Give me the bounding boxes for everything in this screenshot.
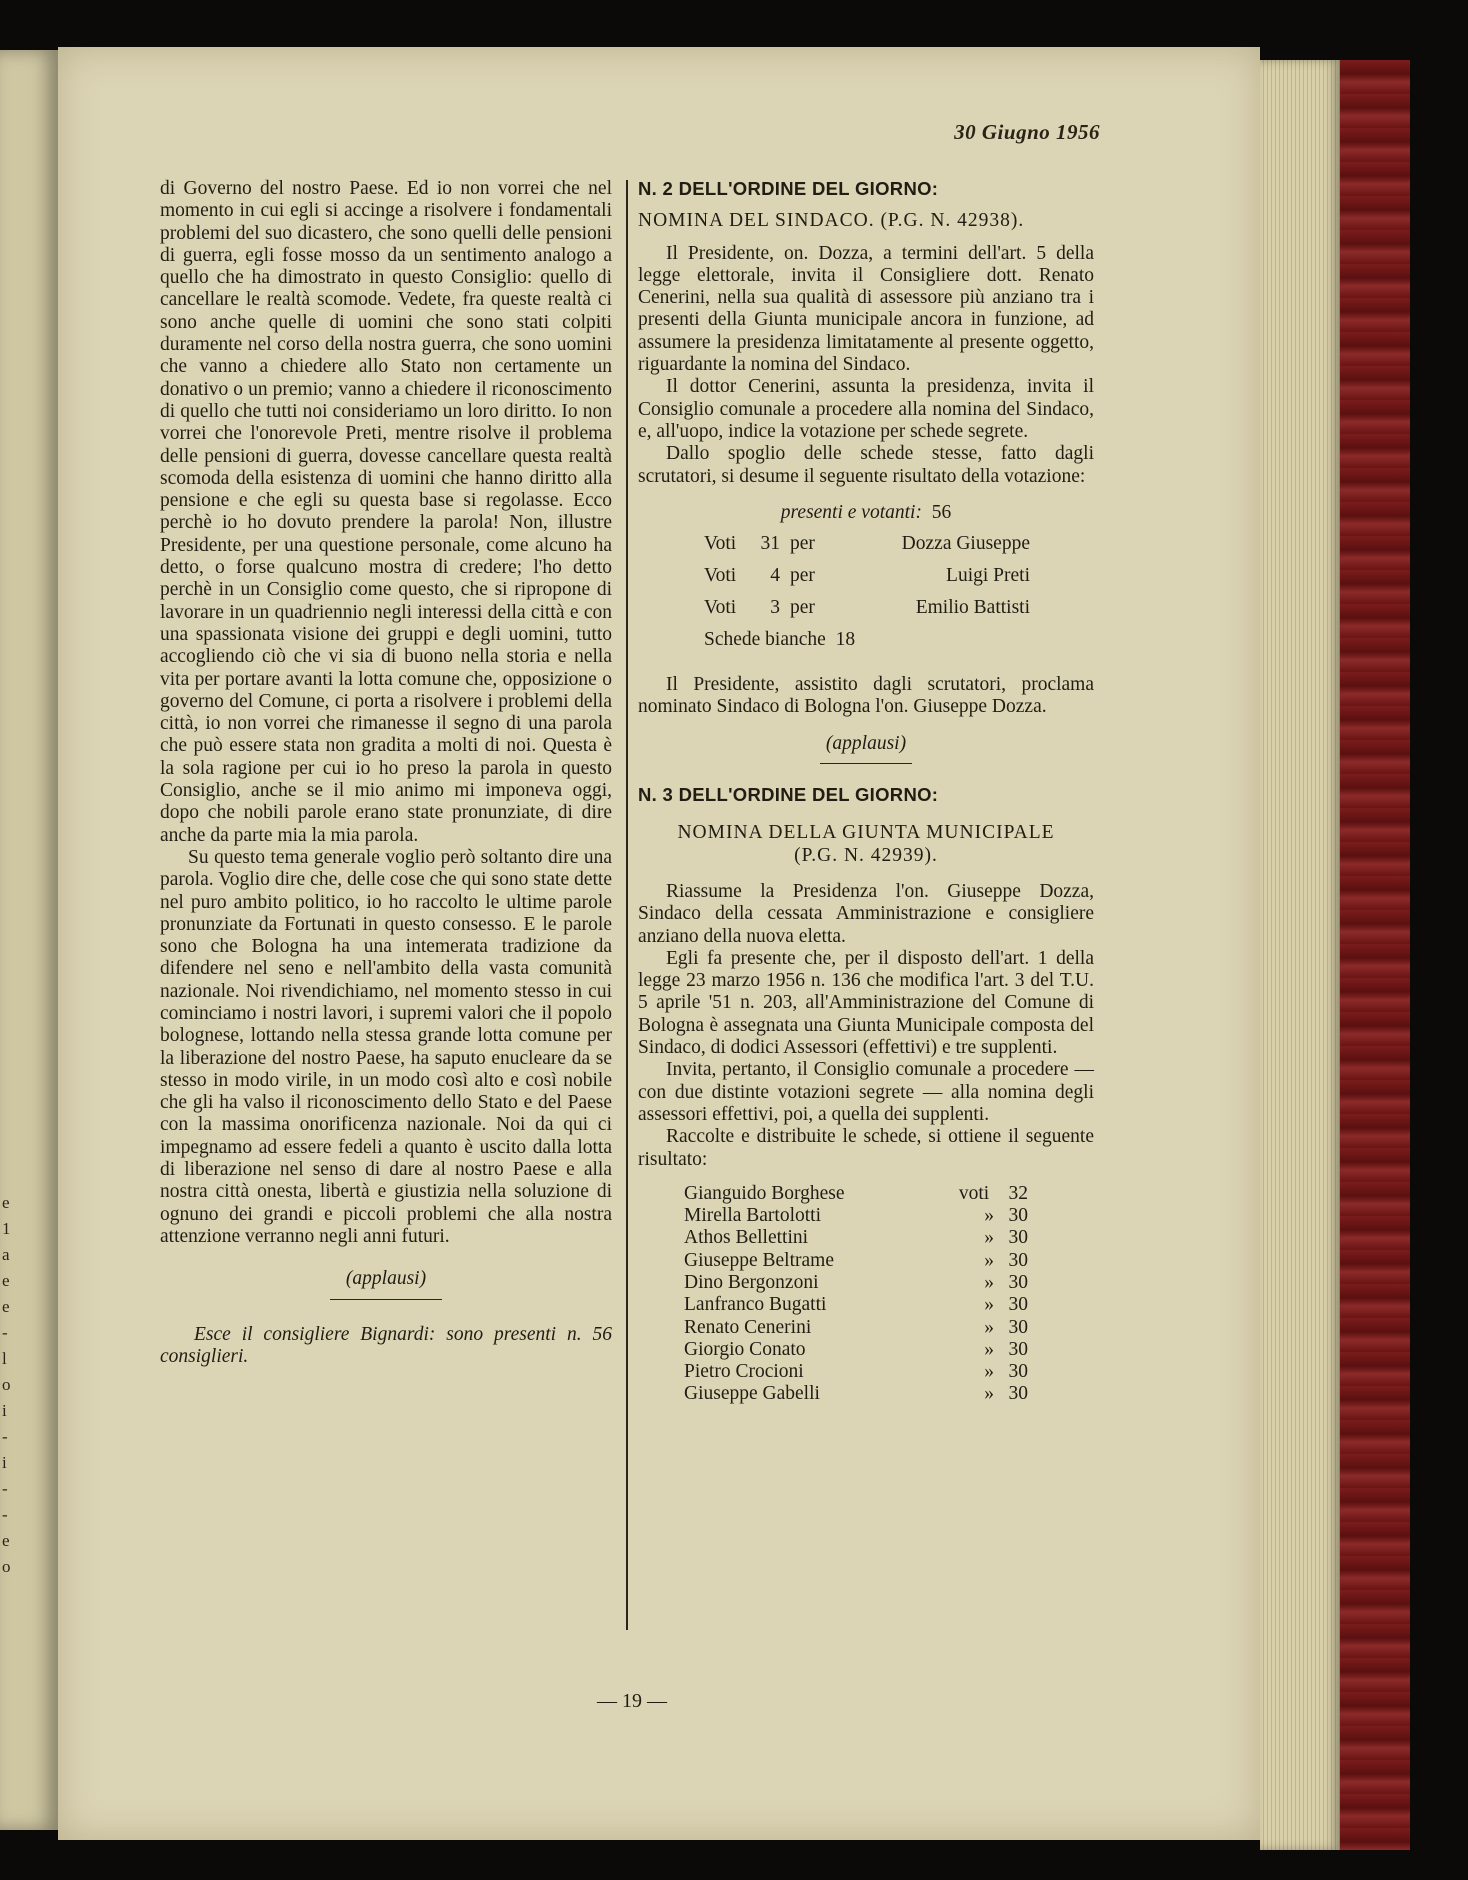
agenda-item-2-title: NOMINA DEL SINDACO. (P.G. N. 42938). bbox=[638, 210, 1025, 232]
page-number: — 19 — bbox=[597, 1690, 667, 1712]
item3-paragraph-3: Invita, pertanto, il Consiglio comunale a procedere — con due distinte votazioni segrete — alla nomina degli assessori effettivi, poi, a quella dei supplenti. bbox=[638, 1059, 1094, 1125]
item2-paragraph-1: Il Presidente, on. Dozza, a termini dell'art. 5 della legge elettorale, invita il Consigliere dott. Renato Cenerini, nella sua qualità di assessore più anziano tra i presenti della Giunta municipale ancora in funzione, ad assumere la presidenza limitatamente al presente oggetto, riguardante la nomina del Sindaco. bbox=[638, 242, 1094, 376]
right-column bbox=[638, 178, 1094, 1406]
left-paragraph-1: di Governo del nostro Paese. Ed io non vorrei che nel momento in cui egli si accinge a risolvere i fondamentali problemi del suo dicastero, che sono quelli delle pensioni di guerra, egli fosse mosso da un sentimento analogo a quello che ha dimostrato in questo Consiglio: quello di cancellare le realtà scomode. Vedete, fra queste realtà ci sono anche quelle di uomini che sono stati colpiti duramente nel corso della nostra guerra, che sono uomini che vanno a chiedere allo Stato non certamente un donativo o un premio; vanno a chiedere il riconoscimento di quello che tutti noi consideriamo un loro diritto. Io non vorrei che l'onorevole Preti, mentre risolve il problema delle pensioni di guerra, dovesse cancellare questa realtà scomoda della esistenza di uomini che hanno diritto alla pensione e che egli su questa base si regolasse. Ecco perchè io ho dovuto prendere la parola! Non, illustre Presidente, per una questione personale, come alcuno ha detto, o forse qualcuno mostra di credere; l'ho detto perchè in un Consiglio come questo, che si ripropone di lavorare in un quadriennio negli interessi della città e con una spassionata visione dei gruppi e degli uomini, tutto accogliendo ciò che vi sia di buono nella storia e nella vita per portare avanti la lotta comune che, opposizione o governo del Comune, ci porta a risolvere i problemi della città, io non vorrei che rimanesse il segno di una parola che può essere stata non gradita a molti di noi. Questa è la sola ragione per cui io ho preso la parola in questo Consiglio, anche se il mio animo mi imponeva oggi, dopo che nobili parole erano state pronunziate, di dire anche da parte mia la mia parola. bbox=[160, 178, 612, 846]
assessore-row: Renato Cenerini » 30 bbox=[684, 1316, 1028, 1338]
page-date-header: 30 Giugno 1956 bbox=[954, 120, 1100, 144]
presenti-votanti: presenti e votanti: 56 bbox=[780, 501, 952, 523]
assessore-row: Giuseppe Gabelli » 30 bbox=[684, 1383, 1028, 1405]
item2-proclamation: Il Presidente, assistito dagli scrutatori, proclama nominato Sindaco di Bologna l'on. Giuseppe Dozza. bbox=[638, 674, 1094, 718]
red-cloth-binding bbox=[1340, 60, 1410, 1850]
assessore-row: Athos Bellettini » 30 bbox=[684, 1227, 1028, 1249]
applausi-note: (applausi) bbox=[345, 1268, 427, 1290]
agenda-item-3-title-pg: (P.G. N. 42939). bbox=[794, 844, 938, 866]
assessore-row: Giorgio Conato » 30 bbox=[684, 1338, 1028, 1360]
item2-paragraph-3: Dallo spoglio delle schede stesse, fatto dagli scrutatori, si desume il seguente risultato della votazione: bbox=[638, 443, 1094, 487]
column-divider bbox=[626, 180, 628, 1630]
left-column bbox=[160, 178, 612, 1368]
assessore-row: Lanfranco Bugatti » 30 bbox=[684, 1294, 1028, 1316]
item2-paragraph-2: Il dottor Cenerini, assunta la presidenza, invita il Consiglio comunale a procedere alla nomina del Sindaco, e, all'uopo, indice la votazione per schede segrete. bbox=[638, 376, 1094, 442]
item3-paragraph-1: Riassume la Presidenza l'on. Giuseppe Dozza, Sindaco della cessata Amministrazione e consigliere anziano della nuova eletta. bbox=[638, 880, 1094, 947]
assessore-row: Pietro Crocioni » 30 bbox=[684, 1361, 1028, 1383]
item3-paragraph-2: Egli fa presente che, per il disposto dell'art. 1 della legge 23 marzo 1956 n. 136 che modifica l'art. 3 del T.U. 5 aprile '51 n. 203, all'Amministrazione del Comune di Bologna è assegnata una Giunta Municipale composta del Sindaco, di dodici Assessori (effettivi) e tre supplenti. bbox=[638, 947, 1094, 1059]
assessore-row: Mirella Bartolotti » 30 bbox=[684, 1205, 1028, 1227]
mayor-votes-table bbox=[704, 528, 1030, 656]
exit-note: Esce il consigliere Bignardi: sono presenti n. 56 consiglieri. bbox=[160, 1323, 612, 1367]
agenda-item-3-title: NOMINA DELLA GIUNTA MUNICIPALE bbox=[677, 822, 1055, 844]
book-spine bbox=[1260, 60, 1410, 1850]
vote-row: Voti 3 per Emilio Battisti bbox=[704, 597, 1030, 618]
item3-paragraph-4: Raccolte e distribuite le schede, si ottiene il seguente risultato: bbox=[638, 1126, 1094, 1170]
assessore-row: Gianguido Borghese voti 32 bbox=[684, 1182, 1028, 1204]
left-paragraph-2: Su questo tema generale voglio però soltanto dire una parola. Voglio dire che, delle cose che qui sono state dette nel puro ambito politico, io ho raccolto le ultime parole pronunziate da Fortunati in questo consesso. E le parole sono che Bologna ha una intemerata tradizione da difendere nel seno e nell'ambito della vasta comunità nazionale. Noi rivendichiamo, nel momento stesso in cui cominciamo i nostri lavori, i supremi valori che il popolo bolognese, lottando nella stessa grande lotta comune per la liberazione del nostro Paese, ha saputo enucleare da se stesso in modo virile, in un modo così alto e così nobile che gli ha valso il riconoscimento dello Stato e del Paese con la massima onorificenza nazionale. Noi da qui ci impegnamo ad essere fedeli a quanto è uscito dalla lotta di liberazione nel senso di dare al nostro Paese e alla nostra città onesta, libertà e giustizia nella soluzione di ognuno dei grandi e piccoli problemi che alla nostra attenzione verranno negli anni futuri. bbox=[160, 846, 612, 1247]
schede-bianche-row: Schede bianche 18 bbox=[704, 629, 856, 650]
vote-row: Voti 31 per Dozza Giuseppe bbox=[704, 533, 1030, 554]
agenda-item-2-heading: N. 2 DELL'ORDINE DEL GIORNO: bbox=[638, 178, 939, 199]
agenda-item-3-heading: N. 3 DELL'ORDINE DEL GIORNO: bbox=[638, 784, 939, 806]
assessore-row: Giuseppe Beltrame » 30 bbox=[684, 1249, 1028, 1271]
assessore-row: Dino Bergonzoni » 30 bbox=[684, 1271, 1028, 1293]
adjacent-page-letters: e 1 a e e - l o i - i - - e o bbox=[2, 1193, 11, 1576]
applausi-note: (applausi) bbox=[825, 732, 907, 754]
vote-row: Voti 4 per Luigi Preti bbox=[704, 565, 1030, 586]
page-edges bbox=[1260, 60, 1340, 1850]
adjacent-page-edge bbox=[0, 50, 60, 1830]
assessori-votes-table bbox=[684, 1183, 1028, 1406]
